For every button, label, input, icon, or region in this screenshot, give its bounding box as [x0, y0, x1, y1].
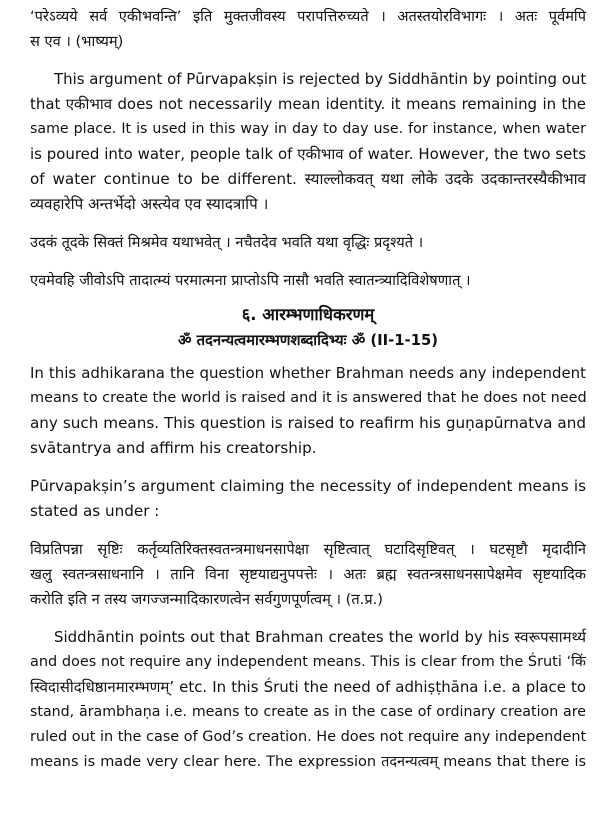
text-line: विप्रतिपन्ना सृष्टिः कर्तृव्यतिरिक्तस्वतन्त्रमाधनसापेक्षा सृष्टित्वात् घटादिसृष्टिवत् । घटसृष्टौ मृदादीनि	[30, 541, 586, 558]
text-line: means is made very clear here. The expression तदनन्यत्वम् means that there is	[30, 754, 586, 770]
verse-line: एवमेवहि जीवोऽपि तादात्म्यं परमात्मना प्राप्तोऽपि नासौ भवति स्वातन्त्र्यादिविशेषणात् ।	[30, 272, 471, 289]
text-line: any such means. This question is raised to reafirm his guṇapūrnatva and	[30, 414, 586, 432]
text-line: स्विदासीदधिष्ठानमारम्भणम्’ etc. In this Śruti the need of adhiṣṭhāna i.e. a place to	[30, 678, 586, 696]
text-line: is poured into water, people talk of एकीभाव of water. However, the two sets	[30, 145, 586, 163]
text-line: stand, ārambhaṇa i.e. means to create as in the case of ordinary creation are	[30, 704, 586, 720]
paragraph-siddhantin	[30, 625, 586, 775]
text-line: स एव । (भाष्यम्)	[30, 33, 124, 50]
text-line: means to create the world is raised and it is answered that he does not need	[30, 390, 587, 406]
paragraph-adhikarana-intro	[30, 361, 586, 461]
sanskrit-paragraph-bhashya	[30, 4, 586, 54]
paragraph-purvapaksin	[30, 474, 586, 524]
text-line: stated as under :	[30, 502, 160, 520]
text-line: Pūrvapakṣin’s argument claiming the necessity of independent means is	[30, 477, 586, 495]
section-heading: ६. आरम्भणाधिकरणम्	[241, 305, 375, 324]
text-line: करोति इति न तस्य जगज्जन्मादिकारणत्वेन सर्वगुणपूर्णत्वम् । (त.प्र.)	[30, 591, 383, 608]
text-line: व्यवहारेपि अन्तर्भेदो अस्त्येव एव स्यादत्रापि ।	[30, 195, 269, 213]
text-line: svātantrya and affirm his creatorship.	[30, 439, 317, 457]
text-line: This argument of Pūrvapakṣin is rejected by Siddhāntin by pointing out	[54, 70, 587, 88]
text-line: of water continue to be different. स्याल्लोकवत् यथा लोके उदके उदकान्तरस्यैकीभाव	[30, 170, 586, 188]
text-line: Siddhāntin points out that Brahman creates the world by his स्वरूपसामर्थ्य	[54, 628, 586, 646]
text-line: and does not require any independent means. This is clear from the Śruti ‘किं	[30, 654, 586, 670]
text-line: ruled out in the case of God’s creation. He does not require any independent	[30, 729, 587, 745]
verse-line: उदकं तूदके सिक्तं मिश्रमेव यथाभवेत् । नचैतदेव भवति यथा वृद्धिः प्रदृश्यते ।	[30, 234, 424, 251]
text-line: In this adhikarana the question whether Brahman needs any independent	[30, 364, 586, 382]
text-line: ‘परेऽव्यये सर्व एकीभवन्ति’ इति मुक्तजीवस्य परापत्तिरुच्यते । अतस्तयोरविभागः । अतः पूर्वमपि	[30, 8, 586, 25]
text-line: खलु स्वतन्त्रसाधनानि । तानि विना सृष्टयाद्यनुपपत्तेः । अतः ब्रह्म स्वतन्त्रसाधनसापेक्षमेव सृष्टयादिक	[30, 566, 586, 583]
paragraph-rejection-argument	[30, 67, 586, 217]
sutra-line: ॐ तदनन्यत्वमारम्भणशब्दादिभ्यः ॐ (II-1-15)	[177, 332, 439, 349]
text-line: same place. It is used in this way in day to day use. for instance, when water	[30, 121, 586, 137]
sanskrit-paragraph-tattvaprakashika	[30, 537, 586, 612]
text-line: that एकीभाव does not necessarily mean identity. it means remaining in the	[30, 95, 586, 113]
